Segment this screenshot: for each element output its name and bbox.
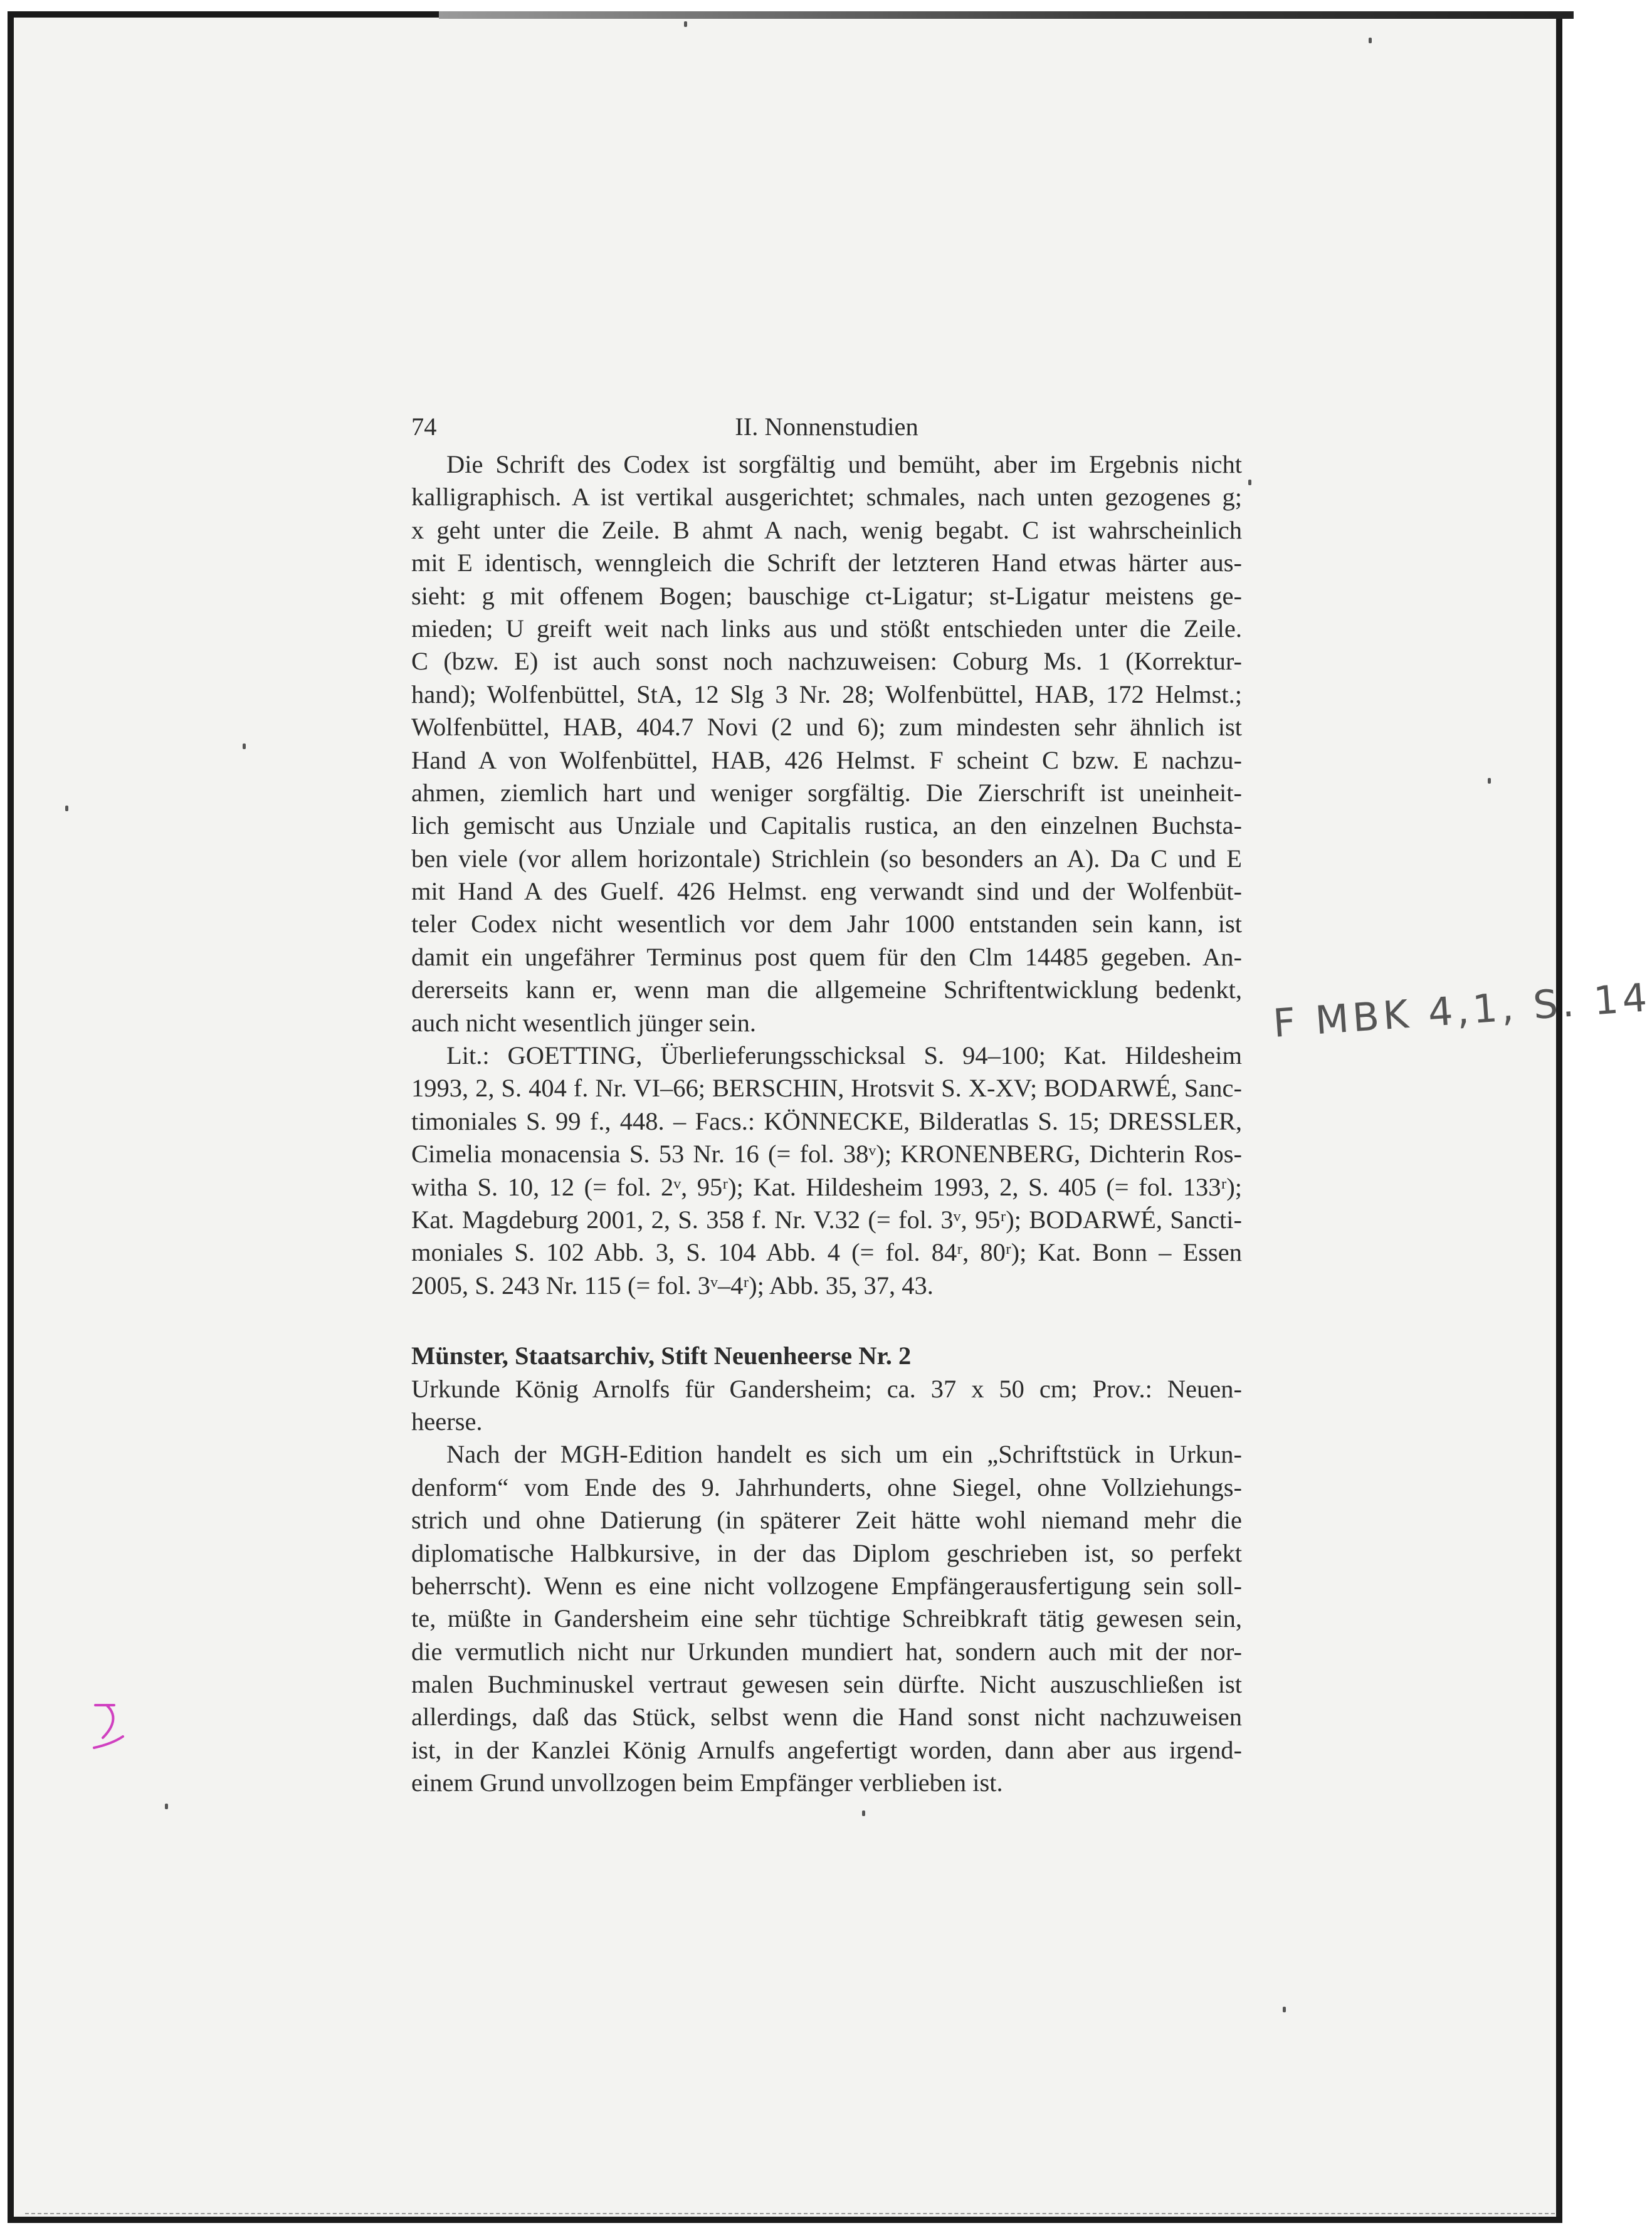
text-line: Kat. Magdeburg 2001, 2, S. 358 f. Nr. V.32 (= fol. 3ᵛ, 95ʳ); BODARWÉ, Sancti- (411, 1205, 1242, 1234)
text-line: sieht: g mit offenem Bogen; bauschige ct-Ligatur; st-Ligatur meistens ge- (411, 581, 1242, 610)
text-line: Die Schrift des Codex ist sorgfältig und bemüht, aber im Ergebnis nicht (446, 450, 1242, 478)
text-line: Nach der MGH-Edition handelt es sich um ein „Schriftstück in Urkun- (446, 1440, 1242, 1469)
text-line: Wolfenbüttel, HAB, 404.7 Novi (2 und 6); zum mindesten sehr ähnlich ist (411, 713, 1242, 742)
text-line: beherrscht). Wenn es eine nicht vollzogene Empfängerausfertigung sein soll- (411, 1571, 1242, 1600)
page-number: 74 (411, 412, 437, 441)
text-line: ist, in der Kanzlei König Arnulfs angefertigt worden, dann aber aus irgend- (411, 1735, 1242, 1764)
text-line: Cimelia monacensia S. 53 Nr. 16 (= fol. 38ᵛ); KRONENBERG, Dichterin Ros- (411, 1140, 1242, 1169)
text-line: 2005, S. 243 Nr. 115 (= fol. 3ᵛ–4ʳ); Abb. 35, 37, 43. (411, 1271, 934, 1300)
scan-speck (165, 1804, 168, 1809)
magenta-ink-mark (82, 1699, 132, 1755)
text-line: te, müßte in Gandersheim eine sehr tüchtige Schreibkraft tätig gewesen sein, (411, 1604, 1242, 1633)
entry-muenster (411, 1340, 1242, 1438)
scan-speck (1248, 480, 1251, 485)
paragraph-codex-script (411, 448, 1242, 1039)
text-line: C (bzw. E) ist auch sonst noch nachzuweisen: Coburg Ms. 1 (Korrektur- (411, 647, 1242, 676)
scan-speck (862, 1810, 865, 1816)
text-line: x geht unter die Zeile. B ahmt A nach, wenig begabt. C ist wahrscheinlich (411, 515, 1242, 544)
scan-top-edge (439, 11, 1574, 19)
scan-speck (1283, 2007, 1286, 2012)
book-page (411, 411, 1242, 1800)
running-head (411, 411, 1242, 448)
text-line: denform“ vom Ende des 9. Jahrhunderts, ohne Siegel, ohne Vollziehungs- (411, 1473, 1242, 1501)
text-line: allerdings, daß das Stück, selbst wenn die Hand sonst nicht nachzuweisen (411, 1703, 1242, 1731)
text-line: malen Buchminuskel vertraut gewesen sein dürfte. Nicht auszuschließen ist (411, 1670, 1242, 1699)
text-line: die vermutlich nicht nur Urkunden mundiert hat, sondern auch mit der nor- (411, 1637, 1242, 1666)
text-line: kalligraphisch. A ist vertikal ausgerichtet; schmales, nach unten gezogenes g; (411, 483, 1242, 512)
text-line: timoniales S. 99 f., 448. – Facs.: KÖNNECKE, Bilderatlas S. 15; DRESSLER, (411, 1106, 1242, 1135)
text-line: mieden; U greift weit nach links aus und stößt entschieden unter die Zeile. (411, 614, 1242, 643)
text-line: Hand A von Wolfenbüttel, HAB, 426 Helmst. F scheint C bzw. E nachzu- (411, 745, 1242, 774)
scan-speck (1488, 778, 1491, 784)
pencil-margin-annotation: F MBK 4,1, S. 14 (1271, 974, 1652, 1046)
text-line: ahmen, ziemlich hart und weniger sorgfältig. Die Zierschrift ist uneinheit- (411, 778, 1242, 807)
paragraph-charter (411, 1438, 1242, 1799)
text-line: dererseits kann er, wenn man die allgemeine Schriftentwicklung bedenkt, (411, 975, 1242, 1004)
text-line: ben viele (vor allem horizontale) Strichlein (so besonders an A). Da C und E (411, 844, 1242, 873)
text-line: witha S. 10, 12 (= fol. 2ᵛ, 95ʳ); Kat. Hildesheim 1993, 2, S. 405 (= fol. 133ʳ); (411, 1172, 1242, 1201)
text-line: mit E identisch, wenngleich die Schrift der letzteren Hand etwas härter aus- (411, 549, 1242, 577)
text-line: strich und ohne Datierung (in späterer Zeit hätte wohl niemand mehr die (411, 1506, 1242, 1535)
text-line: hand); Wolfenbüttel, StA, 12 Slg 3 Nr. 28; Wolfenbüttel, HAB, 172 Helmst.; (411, 680, 1242, 708)
text-line: Lit.: GOETTING, Überlieferungsschicksal S. 94–100; Kat. Hildesheim (446, 1041, 1242, 1070)
scan-speck (65, 806, 68, 811)
text-line: lich gemischt aus Unziale und Capitalis rustica, an den einzelnen Buchsta- (411, 811, 1242, 840)
text-line: 1993, 2, S. 404 f. Nr. VI–66; BERSCHIN, Hrotsvit S. X-XV; BODARWÉ, Sanc- (411, 1074, 1242, 1103)
entry-subheading-line: heerse. (411, 1407, 483, 1436)
text-line: damit ein ungefährer Terminus post quem für den Clm 14485 gegeben. An- (411, 942, 1242, 971)
text-line: auch nicht wesentlich jünger sein. (411, 1008, 756, 1037)
text-line: diplomatische Halbkursive, in der das Diplom geschrieben ist, so perfekt (411, 1538, 1242, 1567)
text-line: teler Codex nicht wesentlich vor dem Jahr 1000 entstanden sein kann, ist (411, 910, 1242, 938)
section-gap (411, 1302, 1242, 1340)
scan-bottom-edge (25, 2213, 1555, 2214)
entry-subheading-line: Urkunde König Arnolfs für Gandersheim; ca. 37 x 50 cm; Prov.: Neuen- (411, 1374, 1242, 1403)
literature-references (411, 1039, 1242, 1302)
text-line: moniales S. 102 Abb. 3, S. 104 Abb. 4 (= fol. 84ʳ, 80ʳ); Kat. Bonn – Essen (411, 1238, 1242, 1267)
scan-speck (243, 743, 246, 749)
text-line: mit Hand A des Guelf. 426 Helmst. eng verwandt sind und der Wolfenbüt- (411, 877, 1242, 906)
scan-speck (684, 21, 687, 27)
entry-heading: Münster, Staatsarchiv, Stift Neuenheerse Nr. 2 (411, 1342, 912, 1370)
text-line: einem Grund unvollzogen beim Empfänger verblieben ist. (411, 1768, 1003, 1797)
running-title: II. Nonnenstudien (735, 412, 918, 441)
scan-speck (1369, 38, 1372, 43)
